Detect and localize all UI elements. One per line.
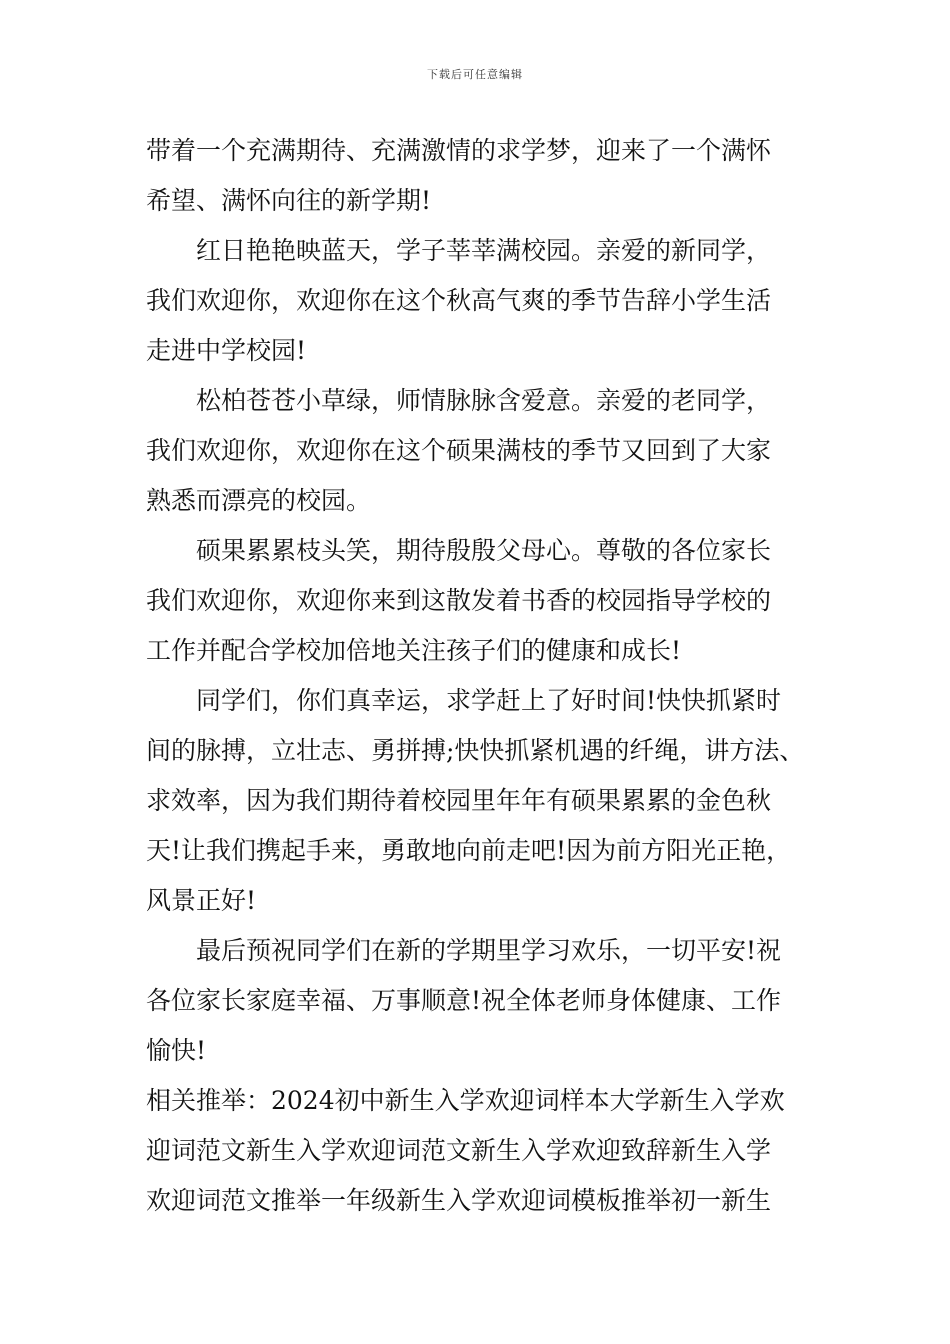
text-line: 熟悉而漂亮的校园。 [146,486,372,515]
text-line: 同学们，你们真幸运，求学赶上了好时间!快快抓紧时 [196,686,782,715]
document-body [146,126,836,1226]
text-line: 红日艳艳映蓝天，学子莘莘满校园。亲爱的新同学， [196,236,772,265]
text-line: 各位家长家庭幸福、万事顺意!祝全体老师身体健康、工作 [146,986,782,1015]
text-line: 松柏苍苍小草绿，师情脉脉含爱意。亲爱的老同学， [196,386,772,415]
text-line: 走进中学校园! [146,336,307,365]
text-line: 间的脉搏，立壮志、勇拼搏;快快抓紧机遇的纤绳，讲方法、 [146,736,805,765]
text-line: 我们欢迎你，欢迎你在这个秋高气爽的季节告辞小学生活 [146,286,772,315]
text-line: 风景正好! [146,886,257,915]
text-line: 最后预祝同学们在新的学期里学习欢乐，一切平安!祝 [196,936,782,965]
text-line: 我们欢迎你，欢迎你来到这散发着书香的校园指导学校的 [146,586,772,615]
page-header: 下载后可任意编辑 [427,68,523,81]
text-line: 希望、满怀向往的新学期! [146,186,432,215]
text-line: 愉快! [146,1036,207,1065]
text-line: 我们欢迎你，欢迎你在这个硕果满枝的季节又回到了大家 [146,436,772,465]
text-line: 工作并配合学校加倍地关注孩子们的健康和成长! [146,636,682,665]
related-recommendations: 欢迎词范文推举一年级新生入学欢迎词模板推举初一新生 [146,1186,772,1215]
text-line: 带着一个充满期待、充满激情的求学梦，迎来了一个满怀 [146,136,772,165]
text-line: 硕果累累枝头笑，期待殷殷父母心。尊敬的各位家长 [196,536,772,565]
related-recommendations: 相关推举：2024初中新生入学欢迎词样本大学新生入学欢 [146,1086,785,1115]
related-recommendations: 迎词范文新生入学欢迎词范文新生入学欢迎致辞新生入学 [146,1136,772,1165]
text-line: 天!让我们携起手来，勇敢地向前走吧!因为前方阳光正艳， [146,836,792,865]
text-line: 求效率，因为我们期待着校园里年年有硕果累累的金色秋 [146,786,772,815]
